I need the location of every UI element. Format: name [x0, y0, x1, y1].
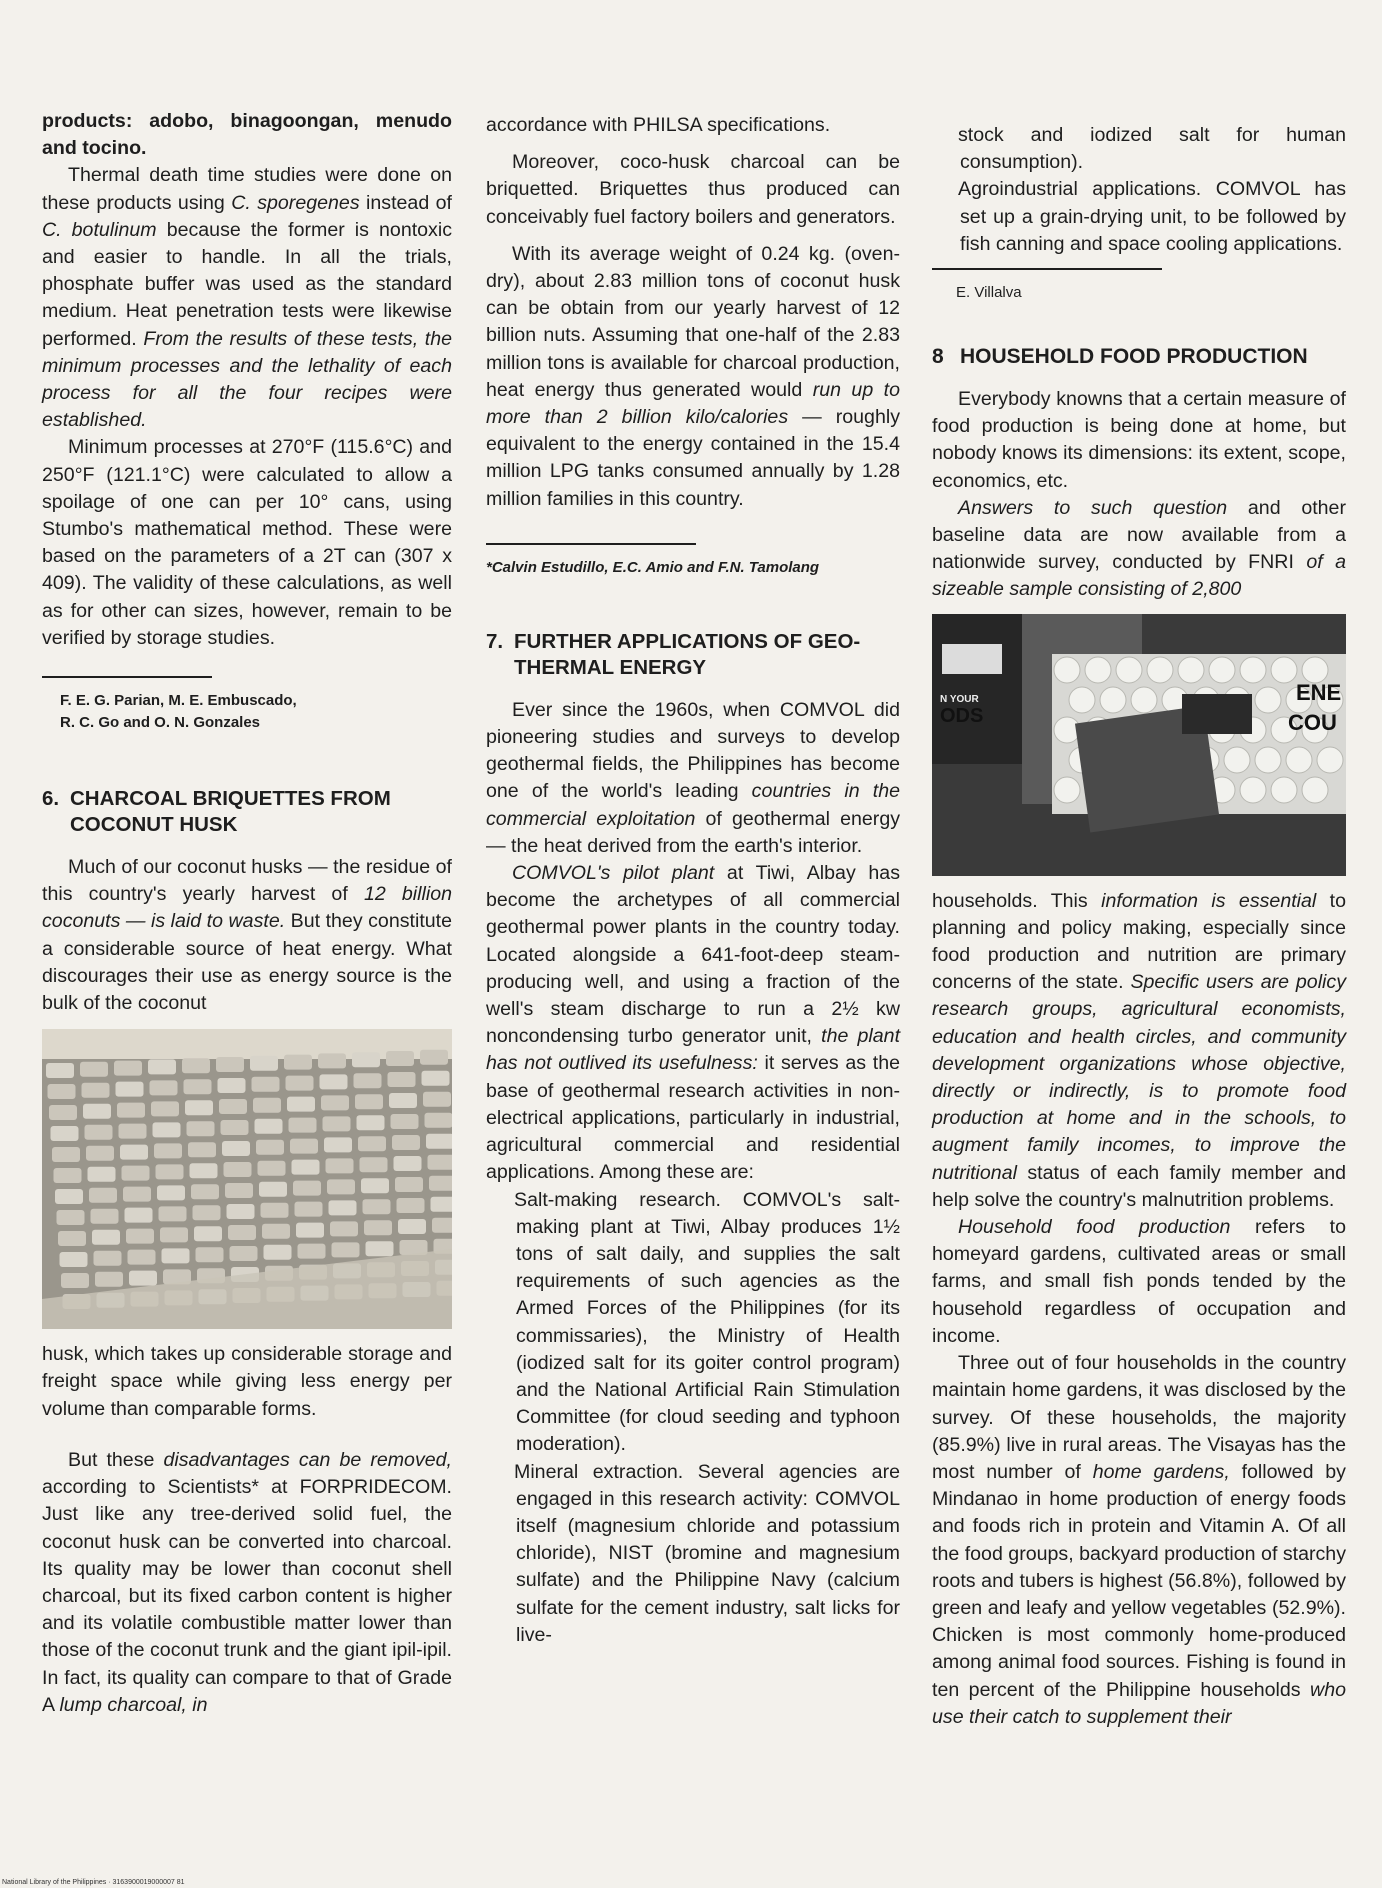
briquette: [364, 1220, 392, 1235]
paragraph: accordance with PHILSA specifications.: [486, 114, 831, 136]
egg-tray-cell: [1054, 777, 1080, 803]
divider: [932, 268, 1162, 270]
food-products-illustration: [932, 614, 1346, 876]
briquette: [292, 1160, 320, 1175]
egg-tray-cell: [1085, 657, 1111, 683]
list-item: [516, 1187, 900, 1459]
briquette: [431, 1197, 453, 1212]
egg-tray-cell: [1286, 747, 1312, 773]
egg-tray-cell: [1255, 747, 1281, 773]
briquette: [159, 1207, 187, 1222]
divider: [486, 543, 696, 545]
text-span: countries in the commercial exploitation: [486, 780, 900, 830]
briquette: [355, 1094, 383, 1109]
briquette: [326, 1159, 354, 1174]
photo-label: ENE: [1296, 679, 1342, 705]
briquette: [262, 1224, 290, 1239]
heading-line: COCONUT HUSK: [70, 813, 238, 837]
photo-label: COU: [1288, 709, 1337, 735]
text-span: COMVOL has set up a grain-drying unit, to be followed by fish canning and space cooling applications.: [960, 178, 1346, 255]
text-span: COMVOL's salt-making plant at Tiwi, Albay produces 1½ tons of salt daily, and supplies the salt requirements of such agencies as the Armed Forces of the Philippines (for its commissaries), the Ministry of Health (iodized salt for its goiter control program) and the National Artificial Rain Stimulation Committee (for cloud seeding and typhoon moderation).: [516, 1188, 901, 1456]
briquette: [52, 1147, 80, 1162]
egg-tray-cell: [1302, 777, 1328, 803]
briquette: [420, 1050, 448, 1065]
briquette: [429, 1176, 452, 1191]
briquette: [397, 1198, 425, 1213]
text-span: — roughly equivalent to the energy contained in the 15.4 million LPG tanks consumed annually by 1.28 million families in this country.: [486, 406, 900, 510]
paragraph: [932, 495, 1346, 604]
text-span: C. sporegenes: [231, 191, 360, 214]
egg-tray-cell: [1100, 687, 1126, 713]
text-span: home gardens,: [1092, 1460, 1230, 1483]
text-span: instead of: [359, 191, 452, 214]
briquette: [54, 1168, 82, 1183]
briquette: [327, 1180, 355, 1195]
briquette: [221, 1120, 249, 1135]
column-3: [932, 122, 1346, 1731]
paragraph: [932, 1350, 1346, 1731]
briquette: [366, 1241, 394, 1256]
briquette: [51, 1126, 79, 1141]
briquette: [290, 1139, 318, 1154]
briquette: [330, 1222, 358, 1237]
egg-tray-cell: [1116, 657, 1142, 683]
briquette: [289, 1118, 317, 1133]
briquette: [228, 1225, 256, 1240]
briquette: [48, 1084, 76, 1099]
briquette: [295, 1202, 323, 1217]
column-1: [42, 108, 452, 1719]
text-span: and other baseline data are now available from a nationwide survey, conducted by FNRI: [932, 496, 1346, 574]
briquette: [160, 1228, 188, 1243]
paragraph: [486, 860, 900, 1186]
text-span: disadvantages can be removed,: [163, 1448, 452, 1471]
paragraph: [932, 1214, 1346, 1350]
briquette: [122, 1166, 150, 1181]
briquette: [363, 1199, 391, 1214]
briquette: [60, 1252, 88, 1267]
briquette: [323, 1117, 351, 1132]
author-credit: R. C. Go and O. N. Gonzales: [60, 714, 261, 732]
paragraph: [932, 888, 1346, 1214]
briquette: [398, 1219, 426, 1234]
author-credit: F. E. G. Parian, M. E. Embuscado,: [60, 692, 297, 710]
heading-number: 6.: [42, 787, 60, 811]
text-span: at Tiwi, Albay has become the archetypes of all commercial geothermal power plants in the country today. Located alongside a 641-foot-deep steam-producing well, and using a fraction of the well's steam discharge to run a 2½ kw noncondensing turbo generator unit,: [486, 862, 901, 1048]
briquette: [230, 1246, 258, 1261]
text-span: refers to homeyard gardens, cultivated areas or small farms, and small fish ponds tended by the household regardless of occupation and income.: [932, 1216, 1346, 1347]
text-span: COMVOL's pilot plant: [512, 862, 715, 885]
text-span: of geothermal energy — the heat derived from the earth's interior.: [486, 807, 901, 857]
briquette: [151, 1102, 179, 1117]
egg-tray-cell: [1240, 657, 1266, 683]
text-span: Much of our coconut husks — the residue of this country's yearly harvest of: [42, 856, 452, 906]
briquette: [286, 1076, 314, 1091]
text-span: Thermal death time studies were done on these products using: [42, 164, 452, 214]
briquette: [432, 1218, 452, 1233]
briquette: [150, 1081, 178, 1096]
section-heading-8: [932, 344, 1346, 370]
briquette: [116, 1082, 144, 1097]
text-span: households. This: [932, 889, 1102, 912]
briquette: [82, 1083, 110, 1098]
briquette: [423, 1092, 451, 1107]
text-span: information is essential: [1101, 889, 1317, 912]
paragraph: [42, 854, 452, 1017]
text-span: Agroindustrial applications.: [958, 178, 1216, 201]
briquette: [86, 1146, 114, 1161]
briquette: [227, 1204, 255, 1219]
briquette: [284, 1055, 312, 1070]
briquette: [422, 1071, 450, 1086]
briquette: [187, 1121, 215, 1136]
paragraph: [42, 162, 452, 434]
briquette: [117, 1103, 145, 1118]
briquette: [253, 1098, 281, 1113]
briquette: [256, 1140, 284, 1155]
egg-tray-cell: [1271, 777, 1297, 803]
briquette: [259, 1182, 287, 1197]
briquette: [55, 1189, 83, 1204]
briquette: [388, 1072, 416, 1087]
briquette: [156, 1165, 184, 1180]
briquette: [190, 1163, 218, 1178]
briquettes-photo: [42, 1029, 452, 1329]
text-span: With its average weight of 0.24 kg. (oven-dry), about 2.83 million tons of coconut husk can be obtain from our yearly harvest of 12 billion nuts. Assuming that one-half of the 2.83 million tons is available for charcoal production, heat energy thus generated would: [486, 242, 900, 401]
briquette: [120, 1145, 148, 1160]
briquette: [88, 1167, 116, 1182]
briquette: [216, 1057, 244, 1072]
briquette: [83, 1104, 111, 1119]
text-span: Household food production: [958, 1216, 1231, 1239]
egg-tray-cell: [1147, 657, 1173, 683]
egg-tray-cell: [1209, 657, 1235, 683]
briquette: [261, 1203, 289, 1218]
briquette: [162, 1249, 190, 1264]
text-span: Specific users are policy research groups, agricultural economists, education and health circles, and community development organizations whose objective, directly or indirectly, is to promote food production at home and in the schools, to augment: [932, 971, 1346, 1157]
photo-label: N YOUR: [940, 693, 979, 705]
briquette: [182, 1058, 210, 1073]
briquette: [129, 1271, 157, 1286]
paragraph: husk, which takes up considerable storage and freight space while giving less energy per volume than comparable forms.: [42, 1343, 452, 1420]
briquette: [94, 1251, 122, 1266]
egg-tray-cell: [1224, 747, 1250, 773]
briquette: [318, 1054, 346, 1069]
list-item: [516, 1459, 900, 1649]
briquette: [125, 1208, 153, 1223]
briquette: [154, 1144, 182, 1159]
briquette: [392, 1135, 420, 1150]
text-span: of a sizeable sample consisting of 2,800: [932, 551, 1346, 601]
heading-line: HOUSEHOLD FOOD PRODUCTION: [960, 345, 1308, 369]
text-span: family incomes, to improve the nutritional: [932, 1134, 1346, 1184]
text-span: Salt-making research.: [514, 1188, 743, 1211]
briquette: [80, 1062, 108, 1077]
briquette: [184, 1079, 212, 1094]
briquette: [58, 1231, 86, 1246]
briquette: [321, 1096, 349, 1111]
footnote: *Calvin Estudillo, E.C. Amio and F.N. Tamolang: [486, 558, 820, 576]
section-heading-6: [42, 786, 452, 838]
briquette: [296, 1223, 324, 1238]
briquette: [258, 1161, 286, 1176]
egg-tray-cell: [1054, 657, 1080, 683]
briquette: [386, 1051, 414, 1066]
briquette: [57, 1210, 85, 1225]
food-products-photo: [932, 614, 1346, 876]
briquette: [95, 1272, 123, 1287]
text-span: to planning and policy making, especially since food production and nutrition are primary concerns of the state.: [932, 889, 1346, 994]
briquette: [255, 1119, 283, 1134]
paragraph: [42, 1447, 452, 1719]
briquette: [85, 1125, 113, 1140]
briquette: [428, 1155, 453, 1170]
egg-tray-cell: [1131, 687, 1157, 713]
briquette: [332, 1243, 360, 1258]
text-span: Several agencies are engaged in this research activity: COMVOL itself (magnesium chloride and potassium chloride), NIST (bromine and magnesium sulfate) and the Philippine Navy (calcium sulfate for the cement industry, salt licks for live-: [516, 1460, 900, 1646]
briquette: [298, 1244, 326, 1259]
heading-line: THERMAL ENERGY: [514, 655, 707, 679]
text-span: status of each family member and help solve the country's malnutrition problems.: [932, 1161, 1346, 1211]
briquette: [196, 1247, 224, 1262]
briquette: [46, 1063, 74, 1078]
text-span: run up to more than 2 billion kilo/calories: [486, 378, 901, 429]
briquette: [320, 1075, 348, 1090]
paragraph: [486, 697, 900, 860]
section-heading-7: [486, 629, 900, 681]
briquette: [123, 1187, 151, 1202]
briquette: [222, 1141, 250, 1156]
briquette: [126, 1229, 154, 1244]
briquette: [153, 1123, 181, 1138]
briquette: [250, 1056, 278, 1071]
briquette: [352, 1052, 380, 1067]
heading-line: CHARCOAL BRIQUETTES FROM: [70, 787, 391, 811]
paragraph: Moreover, coco-husk charcoal can be briquetted. Briquettes thus produced can conceivably fuel factory boilers and generators.: [486, 151, 900, 228]
briquette: [329, 1201, 357, 1216]
indented-list: [932, 122, 1346, 258]
paragraph: [486, 241, 900, 513]
briquette: [194, 1226, 222, 1241]
text-span: lump charcoal, in: [59, 1693, 208, 1716]
list-item: [960, 176, 1346, 258]
briquette: [395, 1177, 423, 1192]
briquette: [225, 1183, 253, 1198]
briquette: [219, 1099, 247, 1114]
briquette: [425, 1113, 453, 1128]
heading-line: FURTHER APPLICATIONS OF GEO-: [514, 629, 861, 653]
heading-number: 8: [932, 345, 944, 369]
egg-tray-cell: [1317, 747, 1343, 773]
text-span: the plant has not outlived its usefulness:: [486, 1025, 901, 1075]
text-span: it serves as the base of geothermal research activities in non-electrical applications, particularly in industrial, agricultural commercial and residential applications. Among these are:: [486, 1052, 900, 1184]
briquette: [218, 1078, 246, 1093]
briquette: [224, 1162, 252, 1177]
text-span: Ever since the 1960s, when COMVOL did pioneering studies and surveys to develop geothermal fields, the Philippines has become one of the world's leading: [486, 698, 900, 803]
briquette: [49, 1105, 77, 1120]
photo-label: ODS: [940, 704, 984, 727]
briquette: [185, 1100, 213, 1115]
briquette: [361, 1178, 389, 1193]
egg-tray-cell: [1178, 657, 1204, 683]
indented-list: [486, 1187, 900, 1649]
briquette: [188, 1142, 216, 1157]
briquette: [193, 1205, 221, 1220]
briquette: [358, 1136, 386, 1151]
briquette: [157, 1186, 185, 1201]
briquette: [89, 1188, 117, 1203]
briquette: [324, 1138, 352, 1153]
briquette: [91, 1209, 119, 1224]
author-credit: E. Villalva: [956, 284, 1022, 302]
briquette: [287, 1097, 315, 1112]
briquette: [391, 1114, 419, 1129]
text-span: because the former is nontoxic and easier to handle. In all the trials, phosphate buffer was used as the standard medium. Heat penetration tests were likewise performed.: [42, 218, 452, 350]
briquette: [148, 1060, 176, 1075]
briquette: [114, 1061, 142, 1076]
briquette: [191, 1184, 219, 1199]
divider: [42, 676, 212, 678]
text-span: followed by Mindanao in home production of energy foods and foods rich in protein and Vitamin A. Of all the food groups, backyard production of starchy roots and tubers is highest (56.8%), followed by green and leafy and yellow vegetables (52.9%). Chicken is most commonly home-produced among animal food sources. Fishing is found in ten percent of the Philippine households: [932, 1460, 1346, 1701]
text-span: Mineral extraction.: [514, 1460, 698, 1483]
paragraph: products: adobo, binagoongan, menudo and tocino.: [42, 110, 452, 160]
briquette: [357, 1115, 385, 1130]
column-2: [486, 112, 900, 1649]
briquette: [426, 1134, 452, 1149]
list-item: stock and iodized salt for human consumption).: [958, 124, 1346, 174]
text-span: Answers to such question: [958, 496, 1228, 519]
text-span: who use their catch to supplement their: [932, 1678, 1346, 1728]
briquette: [360, 1157, 388, 1172]
briquette: [293, 1181, 321, 1196]
paragraph: Everybody knowns that a certain measure of food production is being done at home, but nobody knows its dimensions: its extent, scope, economics, etc.: [932, 388, 1346, 492]
briquettes-illustration: [42, 1029, 452, 1329]
briquette: [389, 1093, 417, 1108]
briquette: [128, 1250, 156, 1265]
text-span: Three out of four households in the country maintain home gardens, it was disclosed by the survey. Of these households, the majority (85.9%) live in rural areas. The Visayas has the most number of: [932, 1352, 1346, 1483]
scan-footer: National Library of the Philippines · 3163900019000007 81: [2, 1879, 185, 1886]
egg-tray-cell: [1271, 657, 1297, 683]
egg-tray-cell: [1240, 777, 1266, 803]
briquette: [252, 1077, 280, 1092]
briquette: [394, 1156, 422, 1171]
heading-number: 7.: [486, 629, 504, 653]
text-span: From the results of these tests, the minimum processes and the lethality of each process for all the four recipes were established.: [42, 327, 452, 432]
egg-tray-cell: [1069, 687, 1095, 713]
text-span: C. botulinum: [42, 218, 157, 241]
briquette: [354, 1073, 382, 1088]
text-span: But they constitute a considerable source of heat energy. What discourages their use as energy source is the bulk of the coconut: [42, 910, 452, 1015]
briquette: [92, 1230, 120, 1245]
paragraph: Minimum processes at 270°F (115.6°C) and 250°F (121.1°C) were calculated to allow a spoilage of one can per 10° cans, using Stumbo's mathematical method. These were based on the parameters of a 2T can (307 x 409). The validity of these calculations, as well as for other can sizes, however, remain to be verified by storage studies.: [42, 436, 452, 649]
briquette: [61, 1273, 89, 1288]
briquette: [119, 1124, 147, 1139]
egg-tray-cell: [1255, 687, 1281, 713]
text-span: 12 billion coconuts — is laid to waste.: [42, 883, 452, 933]
text-span: But these: [68, 1448, 164, 1471]
briquette: [264, 1245, 292, 1260]
text-span: according to Scientists* at FORPRIDECOM. Just like any tree-derived solid fuel, the coconut husk can be converted into charcoal. Its quality may be lower than coconut shell charcoal, but its fixed carbon content is higher and its volatile combustible matter lower than those of the coconut trunk and the giant ipil-ipil. In fact, its quality can compare to that of Grade A: [42, 1476, 452, 1716]
